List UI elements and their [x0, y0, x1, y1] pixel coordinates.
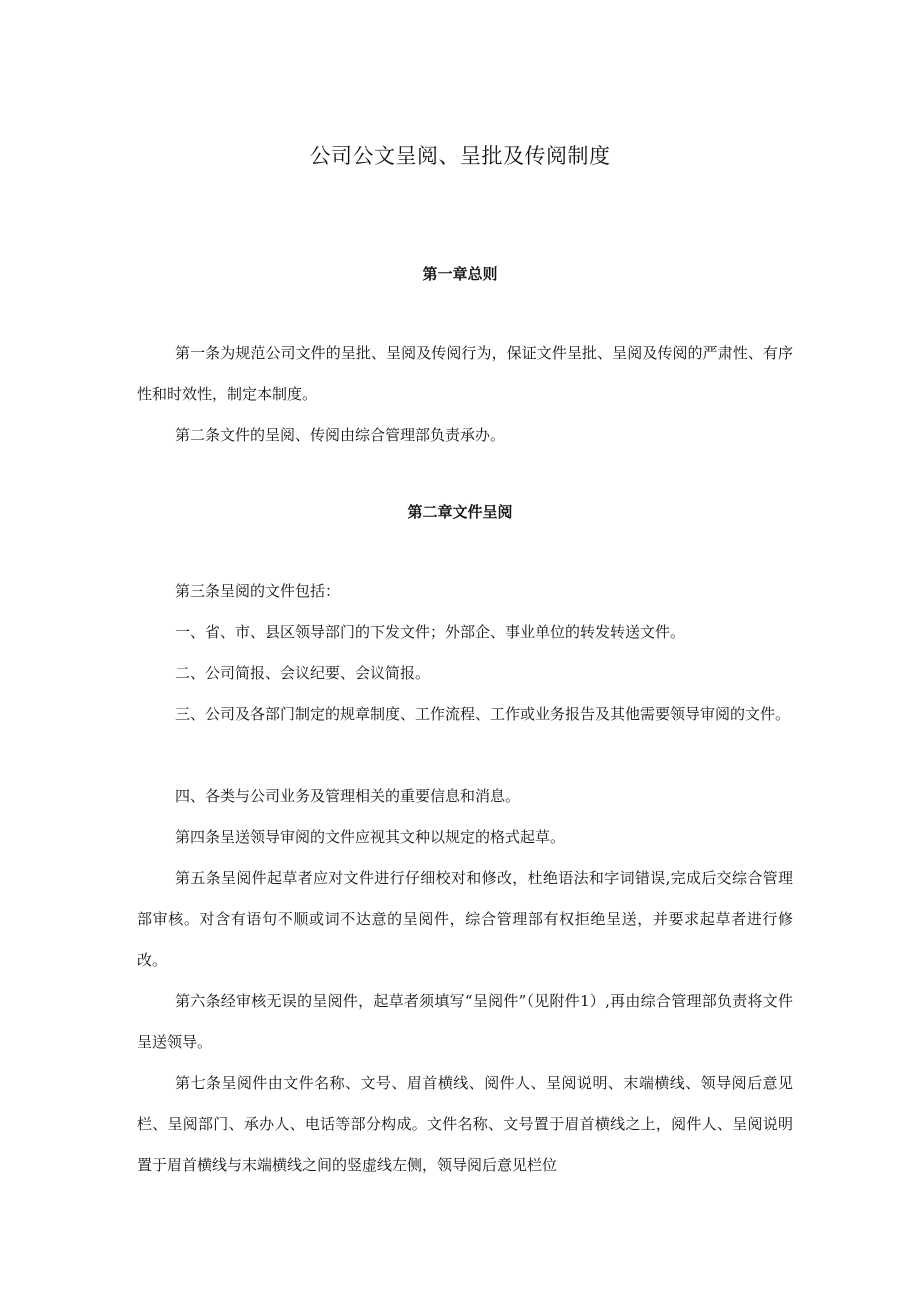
- list-item-3: 三、公司及各部门制定的规章制度、工作流程、工作或业务报告及其他需要领导审阅的文件。: [175, 705, 791, 723]
- document-title: 公司公文呈阅、呈批及传阅制度: [309, 144, 611, 168]
- article-3-paragraph: 第三条呈阅的文件包括：: [175, 582, 341, 600]
- list-item-2: 二、公司简报、会议纪要、会议简报。: [175, 664, 431, 682]
- list-item-1: 一、省、市、县区领导部门的下发文件；外部企、事业单位的转发转送文件。: [175, 623, 686, 641]
- article-7-paragraph: 第七条呈阅件由文件名称、文号、眉首横线、阅件人、呈阅说明、末端横线、领导阅后意见栏、呈阅部门、承办人、电话等部分构成。文件名称、文号置于眉首横线之上，阅件人、呈阅说明置于眉首横线与末端横线之间的竖虚线左侧，领导阅后意见栏位: [137, 1074, 793, 1174]
- list-item-4: 四、各类与公司业务及管理相关的重要信息和消息。: [175, 787, 521, 805]
- article-1-paragraph: 第一条为规范公司文件的呈批、呈阅及传阅行为，保证文件呈批、呈阅及传阅的严肃性、有序性和时效性，制定本制度。: [137, 344, 793, 403]
- article-4-paragraph: 第四条呈送领导审阅的文件应视其文种以规定的格式起草。: [175, 828, 566, 846]
- article-5-paragraph: 第五条呈阅件起草者应对文件进行仔细校对和修改，杜绝语法和字词错误,完成后交综合管理部审核。对含有语句不顺或词不达意的呈阅件，综合管理部有权拒绝呈送，并要求起草者进行修改。: [137, 869, 793, 969]
- article-6-paragraph: 第六条经审核无误的呈阅件，起草者须填写“呈阅件”（见附件1）,再由综合管理部负责将文件呈送领导。: [137, 992, 793, 1051]
- chapter-1-heading: 第一章总则: [422, 265, 498, 283]
- chapter-2-heading: 第二章文件呈阅: [407, 503, 513, 521]
- article-2-paragraph: 第二条文件的呈阅、传阅由综合管理部负责承办。: [175, 426, 506, 444]
